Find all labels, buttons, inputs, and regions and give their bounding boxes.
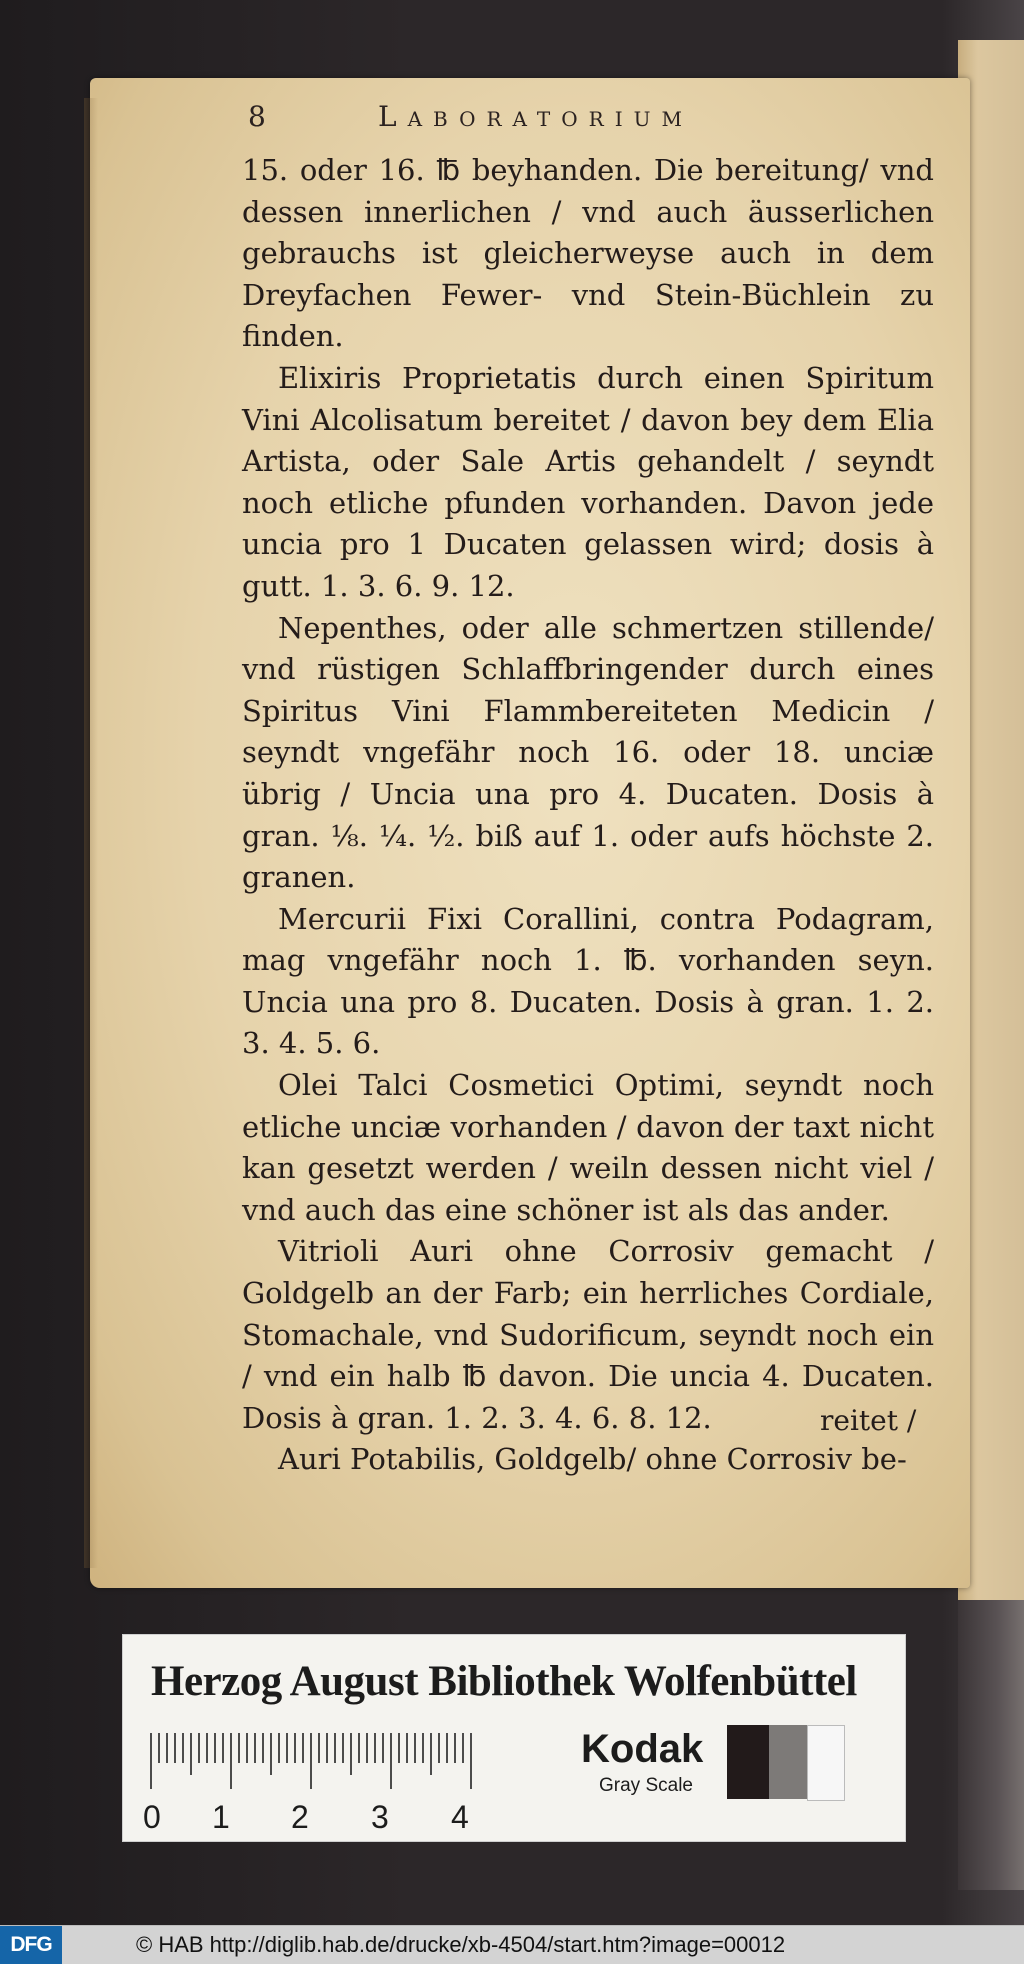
dfg-logo: DFG — [0, 1926, 62, 1964]
paragraph-elixiris: Elixiris Proprietatis durch einen Spiritum Vini Alcolisatum bereitet / davon bey dem Elia Artista, oder Sale Artis gehandelt / seyndt noch etliche pfunden vorhanden. Davon jede uncia pro 1 Ducaten gelassen wird; dosis à gutt. 1. 3. 6. 9. 12. — [242, 360, 934, 603]
catchword: reitet / — [820, 1404, 917, 1437]
scale-ruler — [149, 1727, 569, 1797]
institution-name: Herzog August Bibliothek Wolfenbüttel — [151, 1658, 857, 1705]
gray-scale-label: Gray Scale — [599, 1775, 693, 1796]
gray-patch-light — [807, 1725, 845, 1801]
scale-number: 3 — [371, 1799, 389, 1835]
page-body — [242, 150, 934, 1481]
running-head — [248, 100, 818, 140]
scale-number: 0 — [143, 1799, 161, 1835]
color-reference-card — [122, 1634, 906, 1842]
kodak-logo: Kodak — [581, 1727, 704, 1771]
scale-number: 1 — [212, 1799, 230, 1835]
paragraph-auri: Auri Potabilis, Goldgelb/ ohne Corrosiv be- — [278, 1442, 907, 1477]
page-number: 8 — [248, 100, 266, 133]
paragraph-nepenthes: Nepenthes, oder alle schmertzen stillende/ vnd rüstigen Schlaffbringender durch eines Spiritus Vini Flammbereiteten Medicin / seyndt vngefähr noch 16. oder 18. unciæ übrig / Uncia una pro 4. Ducaten. Dosis à gran. ⅛. ¼. ½. biß auf 1. oder aufs höchste 2. granen. — [242, 610, 934, 895]
paragraph-olei: Olei Talci Cosmetici Optimi, seyndt noch etliche unciæ vorhanden / davon der taxt nicht kan gesetzt werden / weiln dessen nicht viel / vnd auch das eine schöner ist als das ander. — [242, 1068, 934, 1227]
footer-bar — [0, 1925, 1024, 1964]
scale-number: 4 — [451, 1799, 469, 1835]
paragraph-vitrioli: Vitrioli Auri ohne Corrosiv gemacht / Goldgelb an der Farb; ein herrliches Cordiale, Stomachale, vnd Sudorificum, seyndt noch ein / vnd ein halb ℔ davon. Die uncia 4. Ducaten. Dosis à gran. 1. 2. 3. 4. 6. 8. 12. — [242, 1234, 934, 1435]
running-title: Laboratorium — [378, 100, 693, 133]
binding-shadow — [958, 1600, 1024, 1890]
gray-patch-dark — [727, 1725, 769, 1799]
paragraph-mercurii: Mercurii Fixi Corallini, contra Podagram, mag vngefähr noch 1. ℔. vorhanden seyn. Uncia una pro 8. Ducaten. Dosis à gran. 1. 2. 3. 4. 5. 6. — [242, 901, 934, 1061]
scale-number: 2 — [291, 1799, 309, 1835]
gray-patch-mid — [769, 1725, 807, 1799]
source-url[interactable]: © HAB http://diglib.hab.de/drucke/xb-4504/start.htm?image=00012 — [136, 1932, 786, 1957]
paragraph-continuation: 15. oder 16. ℔ beyhanden. Die bereitung/ vnd dessen innerlichen / vnd auch äusserlichen gebrauchs ist gleicherweyse auch in dem Dreyfachen Fewer- vnd Stein-Büchlein zu finden. — [242, 153, 934, 354]
